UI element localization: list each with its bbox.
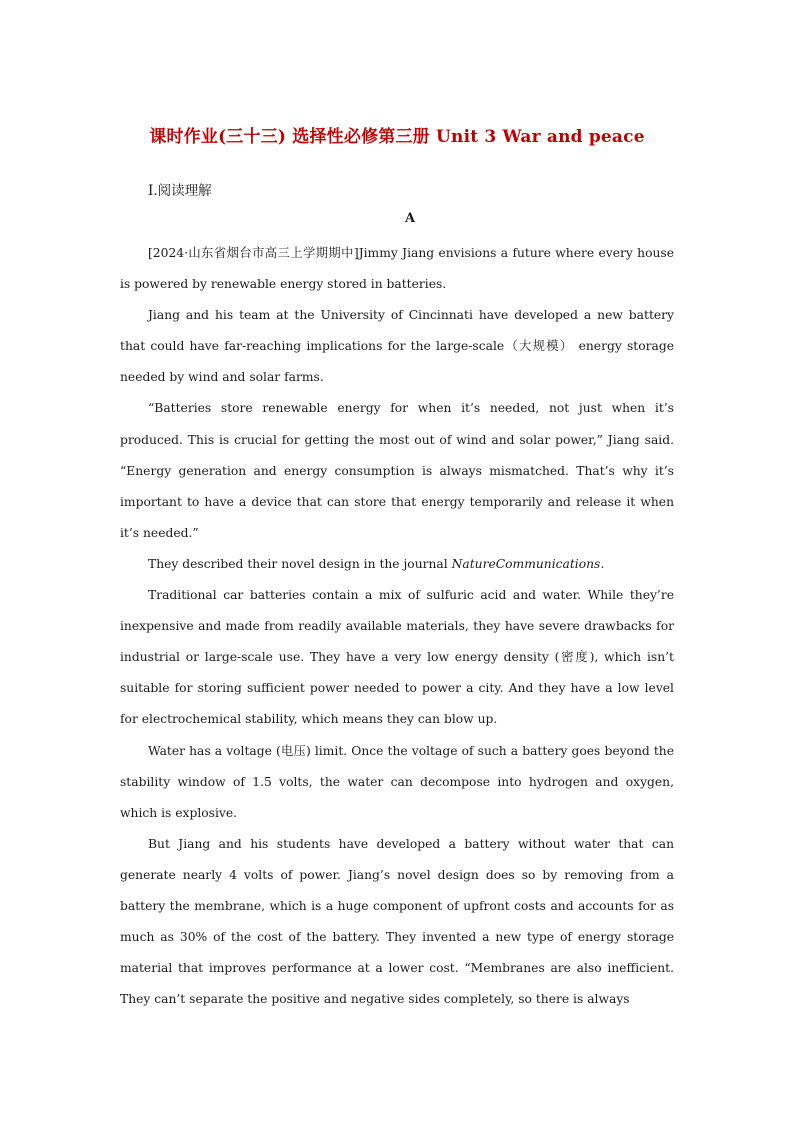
journal-suffix: . bbox=[600, 556, 605, 571]
paragraph-text: They described their novel design in the journal bbox=[148, 556, 448, 571]
paragraph: Traditional car batteries contain a mix of sulfuric acid and water. While they’re inexpensive and made from readily available materials, they have severe drawbacks for industrial or large-scale use. They have a very low energy density (密度), which isn’t suitable for storing sufficient power needed to power a city. And they have a low level for electrochemical stability, which means they can blow up. bbox=[120, 588, 674, 727]
page-title: 课时作业(三十三) 选择性必修第三册 Unit 3 War and peace bbox=[149, 127, 645, 147]
passage-body bbox=[120, 238, 674, 1015]
paragraph: But Jiang and his students have developed a battery without water that can generate nearly 4 volts of power. Jiang’s novel design does so by removing from a battery the membrane, which is a huge component of upfront costs and accounts for as much as 30% of the cost of the battery. They invented a new type of energy storage material that improves performance at a lower cost. “Membranes are also inefficient. They can’t separate the positive and negative sides completely, so there is always bbox=[120, 836, 674, 1007]
section-heading: Ⅰ.阅读理解 bbox=[148, 183, 212, 199]
journal-name: NatureCommunications bbox=[451, 556, 601, 571]
passage-label: A bbox=[404, 211, 416, 226]
paragraph: “Batteries store renewable energy for when it’s needed, not just when it’s produced. This is crucial for getting the most out of wind and solar power,” Jiang said. “Energy generation and energy consumption is always mismatched. That’s why it’s important to have a device that can store that energy temporarily and release it when it’s needed.” bbox=[120, 401, 674, 540]
paragraph: Water has a voltage (电压) limit. Once the voltage of such a battery goes beyond the stability window of 1.5 volts, the water can decompose into hydrogen and oxygen, which is explosive. bbox=[120, 743, 674, 820]
paragraph bbox=[120, 549, 674, 580]
paragraph: [2024·山东省烟台市高三上学期期中]Jimmy Jiang envisions a future where every house is powered by renewable energy stored in batteries. bbox=[120, 246, 674, 292]
paragraph: Jiang and his team at the University of Cincinnati have developed a new battery that could have far-reaching implications for the large-scale（大规模） energy storage needed by wind and solar farms. bbox=[120, 308, 674, 385]
